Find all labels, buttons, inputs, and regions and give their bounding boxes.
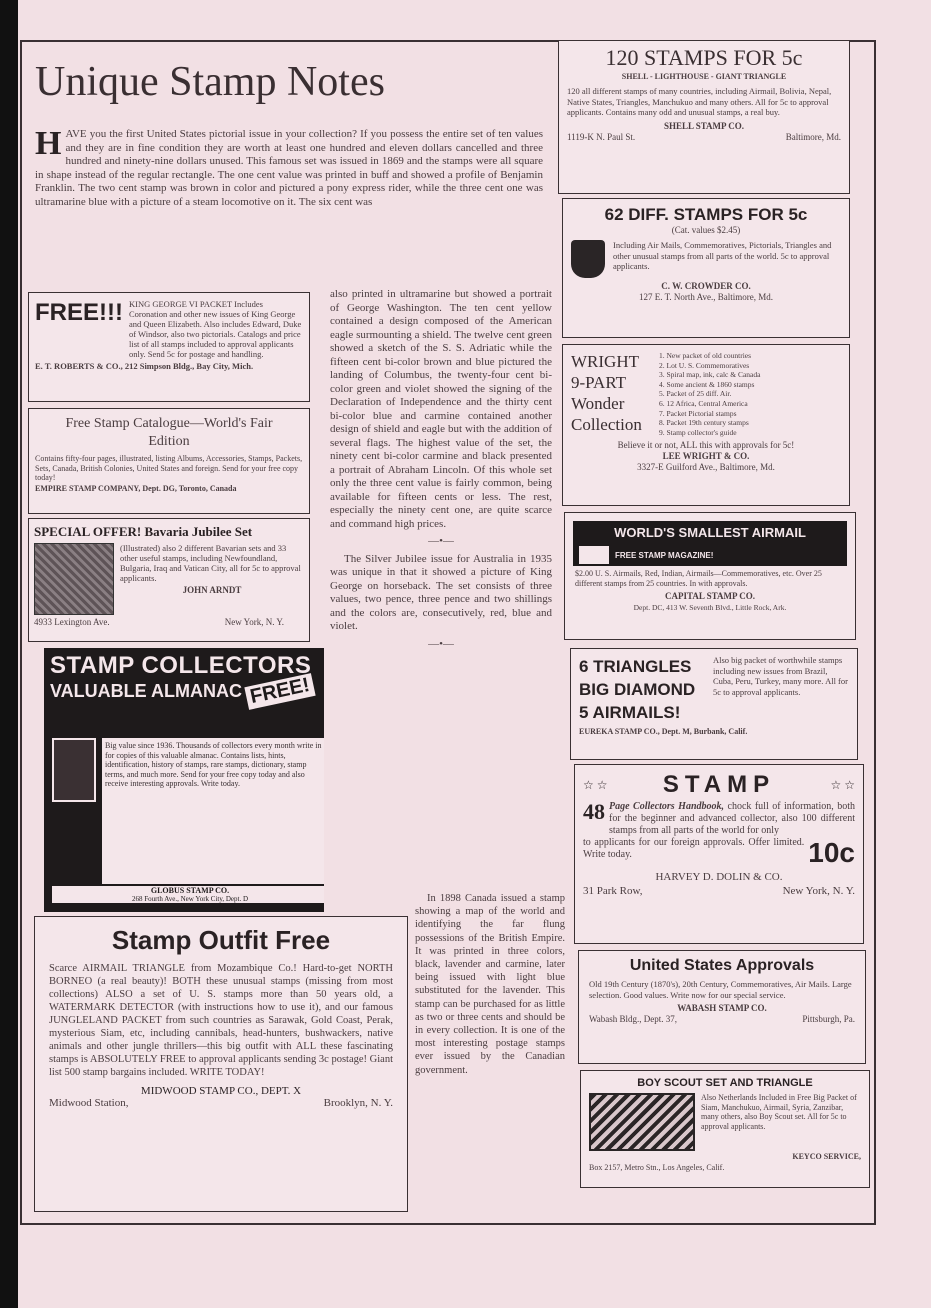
- airmail-free-magazine: FREE STAMP MAGAZINE!: [615, 550, 714, 560]
- dolin-price: 10c: [808, 837, 855, 868]
- airmail-company: CAPITAL STAMP CO.: [665, 591, 755, 601]
- dolin-stars-left: ☆ ☆: [583, 777, 608, 792]
- bavaria-street: 4933 Lexington Ave.: [34, 617, 110, 627]
- airmail-body: $2.00 U. S. Airmails, Red, Indian, Airmails—Commemoratives, etc. Over 25 different stamps from 25 countries. In with approvals.: [575, 569, 822, 588]
- wright-item: 2. Lot U. S. Commemoratives: [659, 360, 750, 370]
- wright-item: 4. Some ancient & 1860 stamps: [659, 379, 755, 389]
- s62-address: 127 E. T. North Ave., Baltimore, Md.: [639, 292, 773, 302]
- almanac-address: 268 Fourth Ave., New York City, Dept. D: [52, 895, 324, 903]
- bavaria-body: (Illustrated) also 2 different Bavarian sets and 33 other useful stamps, including Newfoundland, Bulgaria, Iraq and Vatican City, all for 5c to approval applicants.: [120, 543, 301, 583]
- triangles-headline: [579, 655, 707, 724]
- s120-company: SHELL STAMP CO.: [663, 120, 745, 131]
- ad-boy-scout-set[interactable]: [580, 1070, 870, 1188]
- film-edge: [0, 0, 18, 1308]
- wright-item: 1. New packet of old countries: [659, 351, 752, 360]
- wright-headline: WRIGHT 9-PART Wonder Collection: [571, 352, 642, 434]
- scout-body: Also Netherlands Included in Free Big Packet of Siam, Manchukuo, Airmail, Syria, Zanzibar, many others, also Boy Scout set. All for 5c to approval applicants.: [701, 1093, 857, 1131]
- bavaria-name: JOHN ARNDT: [182, 585, 242, 595]
- approvals-company: WABASH STAMP CO.: [677, 1003, 767, 1013]
- almanac-company: GLOBUS STAMP CO.: [52, 886, 324, 895]
- ad-120-stamps[interactable]: [558, 40, 850, 194]
- s120-headline: 120 STAMPS FOR 5c: [605, 45, 803, 70]
- separator-2: —•—: [428, 637, 454, 650]
- wright-item: 5. Packet of 25 diff. Air.: [659, 389, 732, 399]
- almanac-body-panel: [44, 730, 324, 912]
- ad-wright-collection[interactable]: [562, 344, 850, 506]
- dolin-company: HARVEY D. DOLIN & CO.: [655, 871, 783, 883]
- s120-city: Baltimore, Md.: [785, 131, 841, 142]
- article-column: [330, 288, 552, 893]
- ad-harvey-dolin[interactable]: [574, 764, 864, 944]
- wright-item: 8. Packet 19th century stamps: [659, 418, 749, 428]
- article-body: also printed in ultramarine but showed a portrait of George Washington. The ten cent yellow contained a design composed of the American eagle surmounting a shield. The twelve cent green showed a sketch of the S. S. Adriatic while the fifteen cent bi-color brown and blue pictured the landing of Columbus, the twenty-four cent bi-color green and violet showed the signing of the Declaration of Independence and the thirty cent bi-color blue and carmine contained another design of shield and eagle but with the addition of several flags. The highest value of the set, the ninety cent bi-color carmine and black presented a portrait of Abraham Lincoln. Of this whole set only the three cent value is fairly common, being available for fifteen cents or less. The rest, especially the ninety cent one, are quite scarce and command high prices.: [330, 288, 552, 530]
- bavaria-stamp-image: [34, 543, 114, 615]
- s62-body: Including Air Mails, Commemoratives, Pictorials, Triangles and other unusual stamps from all parts of the world. 5c to approval applicants.: [613, 240, 832, 271]
- catalogue-headline: Free Stamp Catalogue—World's Fair Edition: [65, 416, 273, 449]
- outfit-city: Brooklyn, N. Y.: [323, 1097, 393, 1109]
- s120-street: 1119-K N. Paul St.: [567, 131, 636, 142]
- scout-stamp-image: [589, 1093, 695, 1151]
- free-address: E. T. ROBERTS & CO., 212 Simpson Bldg., Bay City, Mich.: [35, 361, 254, 371]
- wright-footer: Believe it or not, ALL this with approvals for 5c!: [617, 440, 795, 451]
- ad-bavaria-jubilee[interactable]: [28, 518, 310, 642]
- almanac-line1: STAMP COLLECTORS: [50, 652, 312, 679]
- free-headline: FREE!!!: [35, 299, 123, 326]
- dolin-stars-right: ☆ ☆: [830, 777, 855, 792]
- bavaria-city: New York, N. Y.: [224, 617, 284, 627]
- wright-company: LEE WRIGHT & CO.: [662, 451, 750, 462]
- wright-item: 3. Spiral map, ink, calc & Canada: [659, 370, 761, 380]
- intro-text: AVE you the first United States pictorial issue in your collection? If you possess the entire set of ten values and they are in fine condition they are worth at least one hundred and eleven dollars cancelled and three hundred and ninety-nine dollars unused. This famous set was issued in 1869 and the stamps were all square in shape instead of the regular rectangle. The one cent value was printed in buff and showed a profile of Benjamin Franklin. The two cent stamp was brown in color and pictured a pony express rider, while the three cent one was ultramarine blue with a picture of a steam locomotive on it. The six cent was: [35, 128, 543, 208]
- dolin-body2: to applicants for our foreign approvals. Offer limited. Write today.: [583, 837, 805, 860]
- s62-stamp-image: [571, 240, 605, 278]
- triangles-line3: 5 AIRMAILS!: [579, 703, 681, 722]
- article-title: Unique Stamp Notes: [35, 59, 385, 105]
- approvals-address: Wabash Bldg., Dept. 37,: [589, 1014, 678, 1024]
- scout-headline: BOY SCOUT SET AND TRIANGLE: [637, 1077, 813, 1089]
- separator: —•—: [428, 535, 454, 547]
- almanac-body: Big value since 1936. Thousands of collectors every month write in for copies of this valuable almanac. Contains lists, hints, identification, history of stamps, rare stamps, dictionary, stamp terms, and much more. Send for your free copy today and also receive interesting approvals. Write today.: [102, 738, 324, 884]
- scout-company: KEYCO SERVICE,: [792, 1152, 861, 1161]
- free-body: KING GEORGE VI PACKET Includes Coronation and other new issues of King George and Queen Elizabeth. Also includes Edward, Duke of Windsor, also two pictorials. Catalogs and price list of all stamps included to approval applicants only. Send 5c for postage and handling.: [128, 299, 302, 359]
- ad-62-diff-stamps[interactable]: [562, 198, 850, 338]
- catalogue-body: Contains fifty-four pages, illustrated, listing Albums, Accessories, Stamps, Packets, Sets, Canada, British Colonies, United States and foreign. Send for your free copy today!: [35, 454, 303, 482]
- approvals-headline: United States Approvals: [629, 957, 815, 974]
- wright-item: 6. 12 Africa, Central America: [659, 398, 748, 408]
- s120-sub: SHELL - LIGHTHOUSE - GIANT TRIANGLE: [621, 72, 787, 81]
- almanac-line2: VALUABLE ALMANAC: [50, 681, 242, 701]
- dolin-body-lead: Page Collectors Handbook,: [609, 801, 725, 812]
- wright-address: 3327-E Guilford Ave., Baltimore, Md.: [637, 462, 775, 473]
- drop-cap: H: [35, 128, 62, 162]
- dolin-body: chock full of information, both for the beginner and advanced collector, also 100 different stamps from all parts of the world for only: [609, 801, 855, 836]
- ad-us-approvals[interactable]: [578, 950, 866, 1064]
- s62-sub: (Cat. values $2.45): [671, 225, 741, 235]
- outfit-body: Scarce AIRMAIL TRIANGLE from Mozambique Co.! Hard-to-get NORTH BORNEO (a real beauty)! BOTH these unusual stamps (missing from most collections) ALSO a set of U. S. stamps more than 50 years old, a WATERMARK DETECTOR (with instructions how to use it), and our famous JUNGLELAND PACKET from such countries as Sarawak, Gold Coast, Perak, mysterious Siam, etc, including cannibals, head-hunters, bushwackers, native animals and other jungle thrillers—this big outfit with ALL these fascinating stamps is ABSOLUTELY FREE to approval applicants sending 3c postage! Giant list 500 stamp bargains included. WRITE TODAY!: [49, 963, 393, 1078]
- almanac-stamp-image: [52, 738, 96, 802]
- ad-six-triangles[interactable]: [570, 648, 858, 760]
- ad-king-george-packet[interactable]: [28, 292, 310, 402]
- ad-free-catalogue[interactable]: [28, 408, 310, 514]
- triangles-body: Also big packet of worthwhile stamps including new issues from Brazil, Cuba, Peru, Turkey, many more. All for 5c to approval applicants.: [713, 655, 848, 697]
- scout-address: Box 2157, Metro Stn., Los Angeles, Calif.: [589, 1163, 725, 1172]
- almanac-banner: [44, 648, 324, 730]
- airmail-stamp-icon: [579, 546, 609, 564]
- canada-column: [415, 892, 565, 1212]
- canada-text: In 1898 Canada issued a stamp showing a map of the world and identifying the far flung possessions of the British Empire. It was printed in three colors, black, lavender and carmine, later being issued with light blue substituted for the lavender. This stamp can be purchased for as little as two or three cents and should be in every collection. It is one of the most interesting postage stamps ever issued by the Canadian government.: [415, 893, 565, 1076]
- s120-body: 120 all different stamps of many countries, including Airmail, Bolivia, Nepal, Native States, Triangles, Manchukuo and many others. All for 5c to approval applicants. Contains many odd and unusual stamps, a real buy.: [567, 86, 832, 117]
- triangles-line2: BIG DIAMOND: [579, 680, 696, 699]
- s62-headline: 62 DIFF. STAMPS FOR 5c: [604, 205, 808, 224]
- airmail-banner: WORLD'S SMALLEST AIRMAIL: [573, 521, 847, 544]
- outfit-company: MIDWOOD STAMP CO., DEPT. X: [140, 1085, 302, 1097]
- article-intro: [35, 128, 543, 288]
- almanac-free: FREE!: [244, 673, 315, 710]
- dolin-street: 31 Park Row,: [583, 884, 643, 897]
- triangles-line1: 6 TRIANGLES: [579, 657, 692, 676]
- wright-items: [659, 351, 760, 437]
- ad-worlds-smallest-airmail[interactable]: [564, 512, 856, 640]
- ad-stamp-outfit-free[interactable]: [34, 916, 408, 1212]
- dolin-count: 48: [583, 799, 605, 824]
- outfit-station: Midwood Station,: [49, 1097, 129, 1109]
- outfit-headline: Stamp Outfit Free: [111, 925, 331, 955]
- jubilee-text: The Silver Jubilee issue for Australia in 1935 was unique in that it showed a picture of King George on horseback. The set consists of three values, two pence, three pence and two shillings and the colors are, consecutively, red, blue and violet.: [330, 552, 552, 632]
- approvals-city: Pittsburgh, Pa.: [802, 1014, 855, 1024]
- dolin-city: New York, N. Y.: [782, 884, 855, 897]
- approvals-body: Old 19th Century (1870's), 20th Century, Commemoratives, Air Mails. Large selection. Good values. Write now for our special service.: [589, 979, 852, 1000]
- bavaria-headline: SPECIAL OFFER! Bavaria Jubilee Set: [34, 524, 253, 539]
- ad-stamp-collectors-almanac[interactable]: [28, 648, 324, 912]
- triangles-company: EUREKA STAMP CO., Dept. M, Burbank, Calif.: [579, 727, 748, 736]
- s62-company: C. W. CROWDER CO.: [661, 281, 751, 291]
- wright-item: 7. Packet Pictorial stamps: [659, 408, 737, 418]
- airmail-address: Dept. DC, 413 W. Seventh Blvd., Little Rock, Ark.: [633, 603, 787, 612]
- dolin-headline: STAMP: [662, 771, 776, 798]
- wright-item: 9. Stamp collector's guide: [659, 427, 737, 437]
- catalogue-company: EMPIRE STAMP COMPANY, Dept. DG, Toronto, Canada: [35, 483, 237, 493]
